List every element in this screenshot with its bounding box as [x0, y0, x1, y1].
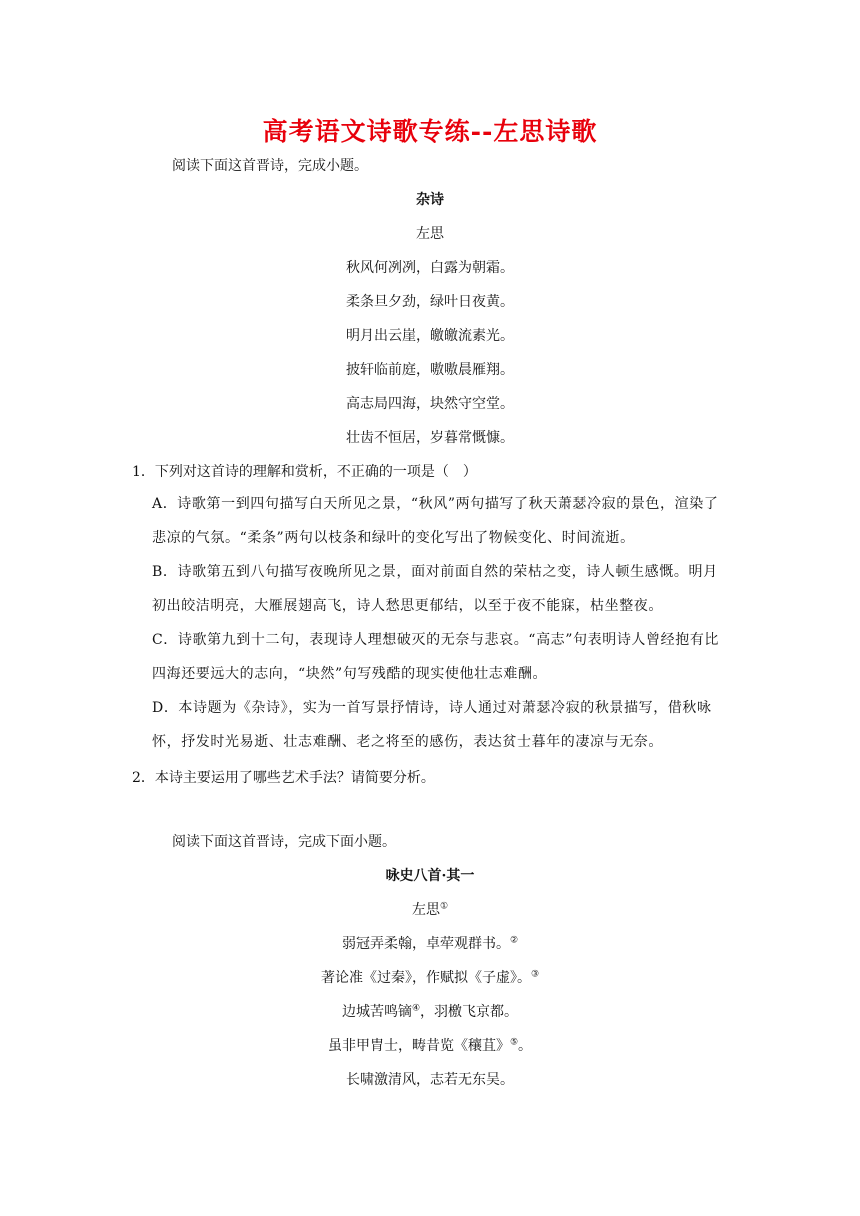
poem1-title: 杂诗 [416, 192, 444, 208]
page-title: 高考语文诗歌专练--左思诗歌 [262, 117, 598, 146]
section2-intro: 阅读下面这首晋诗，完成下面小题。 [172, 834, 396, 850]
option-a: A．诗歌第一到四句描写白天所见之景，“秋风”两句描写了秋天萧瑟冷寂的景色，渲染了悲凉的气氛。“柔条”两句以枝条和绿叶的变化写出了物候变化、时间流逝。 [152, 496, 719, 546]
poem2-line [0, 1036, 860, 1056]
poem2-line-text: 长啸激清风，志若无东吴。 [346, 1072, 514, 1088]
poem2-author [0, 900, 860, 920]
poem2-line [0, 934, 860, 954]
footnote-marker: ④ [411, 1003, 421, 1014]
poem2-line [0, 1070, 860, 1090]
poem2-title: 咏史八首·其一 [385, 868, 475, 884]
poem2-line-text: 边城苦鸣镝 [341, 1004, 412, 1020]
footnote-marker: ⑤ [509, 1037, 519, 1048]
footnote-marker: ① [439, 901, 449, 912]
poem1-line: 柔条旦夕劲，绿叶日夜黄。 [346, 294, 514, 310]
footnote-marker: ② [509, 935, 519, 946]
poem2-line-tail: 。 [518, 1038, 533, 1054]
section1-intro: 阅读下面这首晋诗，完成小题。 [172, 158, 368, 174]
poem2-line-text: 著论准《过秦》，作赋拟《子虚》。 [320, 970, 531, 986]
poem1-line: 壮齿不恒居，岁暮常慨慷。 [346, 430, 514, 446]
footnote-marker: ③ [530, 969, 540, 980]
poem1-line: 高志局四海，块然守空堂。 [346, 396, 514, 412]
poem2-line-tail: ，羽檄飞京都。 [420, 1004, 519, 1020]
option-b: B．诗歌第五到八句描写夜晚所见之景，面对前面自然的荣枯之变，诗人顿生感慨。明月初出皎洁明亮，大雁展翅高飞，诗人愁思更郁结，以至于夜不能寐，枯坐整夜。 [152, 564, 718, 614]
poem1-line: 明月出云崖，皦皦流素光。 [346, 328, 514, 344]
poem1-line: 秋风何冽冽，白露为朝霜。 [346, 260, 514, 276]
poem2-line [0, 1002, 860, 1022]
poem2-line-text: 弱冠弄柔翰，卓荦观群书。 [341, 936, 510, 952]
poem1-author: 左思 [416, 226, 444, 242]
option-c: C．诗歌第九到十二句，表现诗人理想破灭的无奈与悲哀。“高志”句表明诗人曾经抱有比四海还要远大的志向，“块然”句写残酷的现实使他壮志难酬。 [152, 632, 720, 682]
poem2-author-name: 左思 [411, 902, 440, 918]
poem1-line: 披轩临前庭，嗷嗷晨雁翔。 [346, 362, 514, 378]
poem2-line-text: 虽非甲胄士，畴昔览《穰苴》 [327, 1038, 510, 1054]
poem2-line [0, 968, 860, 988]
question-2: 2．本诗主要运用了哪些艺术手法？请简要分析。 [132, 770, 435, 786]
question-1: 1．下列对这首诗的理解和赏析，不正确的一项是（ ） [132, 464, 477, 480]
option-d: D．本诗题为《杂诗》，实为一首写景抒情诗，诗人通过对萧瑟冷寂的秋景描写，借秋咏怀，抒发时光易逝、壮志难酬、老之将至的感伤，表达贫士暮年的凄凉与无奈。 [152, 700, 712, 750]
